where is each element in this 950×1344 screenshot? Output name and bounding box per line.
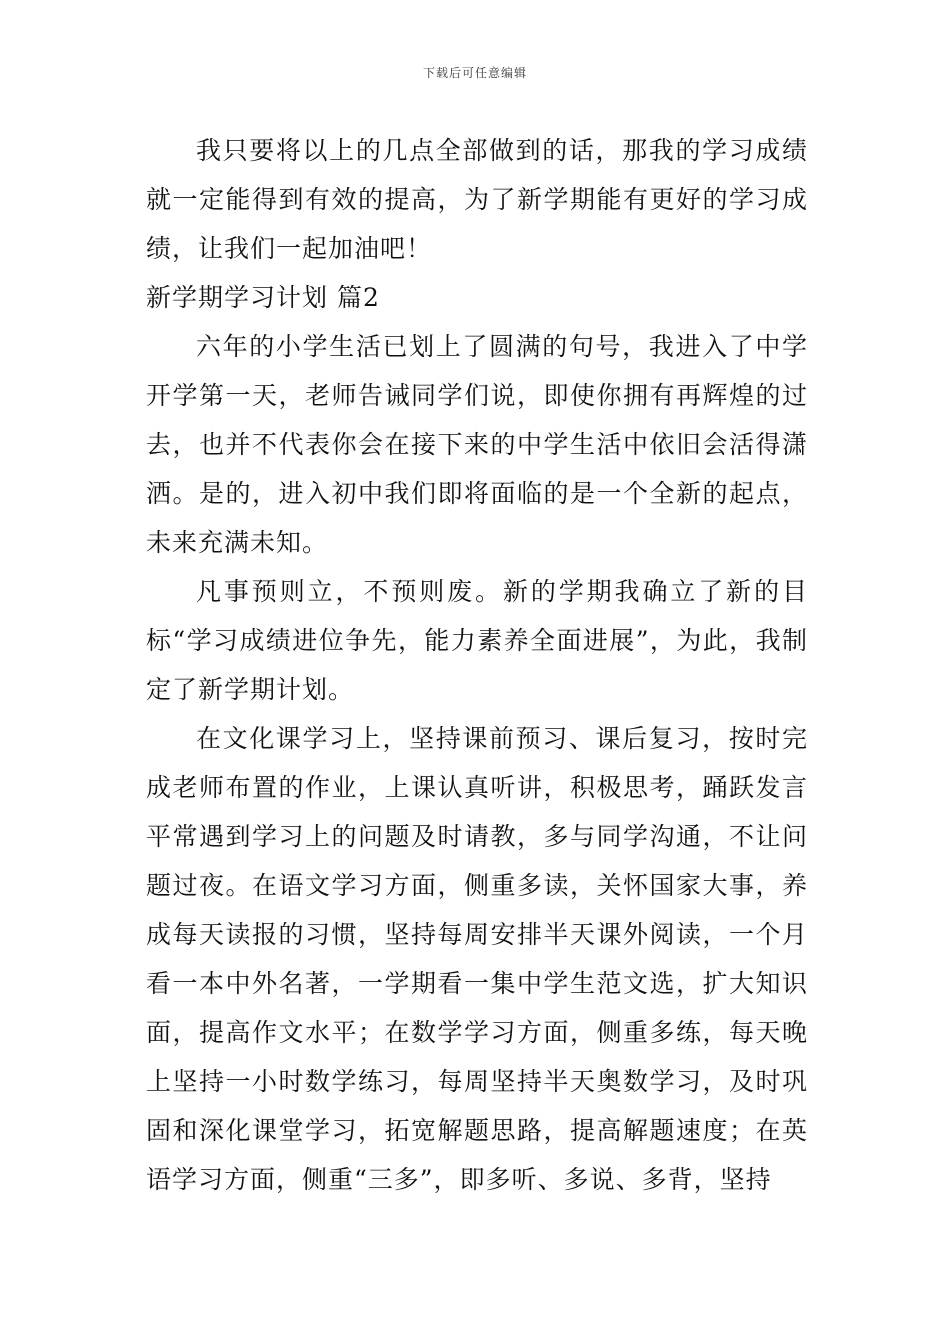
paragraph-goal: 凡事预则立，不预则废。新的学期我确立了新的目标“学习成绩进位争先，能力素养全面进展”，为此，我制定了新学期计划。 bbox=[146, 577, 808, 704]
paragraph-intro: 六年的小学生活已划上了圆满的句号，我进入了中学开学第一天，老师告诫同学们说，即使你拥有再辉煌的过去，也并不代表你会在接下来的中学生活中依旧会活得潇洒。是的，进入初中我们即将面临的是一个全新的起点，未来充满未知。 bbox=[146, 332, 808, 557]
page-header: 下载后可任意编辑 bbox=[422, 66, 527, 80]
paragraph-closing: 我只要将以上的几点全部做到的话，那我的学习成绩就一定能得到有效的提高，为了新学期能有更好的学习成绩，让我们一起加油吧！ bbox=[146, 136, 808, 263]
document-body bbox=[146, 126, 808, 1204]
section-heading: 新学期学习计划 篇2 bbox=[146, 283, 380, 312]
paragraph-study-plan: 在文化课学习上，坚持课前预习、课后复习，按时完成老师布置的作业，上课认真听讲，积极思考，踊跃发言平常遇到学习上的问题及时请教，多与同学沟通，不让问题过夜。在语文学习方面，侧重多读，关怀国家大事，养成每天读报的习惯，坚持每周安排半天课外阅读，一个月看一本中外名著，一学期看一集中学生范文选，扩大知识面，提高作文水平；在数学学习方面，侧重多练，每天晚上坚持一小时数学练习，每周坚持半天奥数学习，及时巩固和深化课堂学习，拓宽解题思路，提高解题速度；在英语学习方面，侧重“三多”，即多听、多说、多背，坚持 bbox=[146, 724, 808, 1194]
